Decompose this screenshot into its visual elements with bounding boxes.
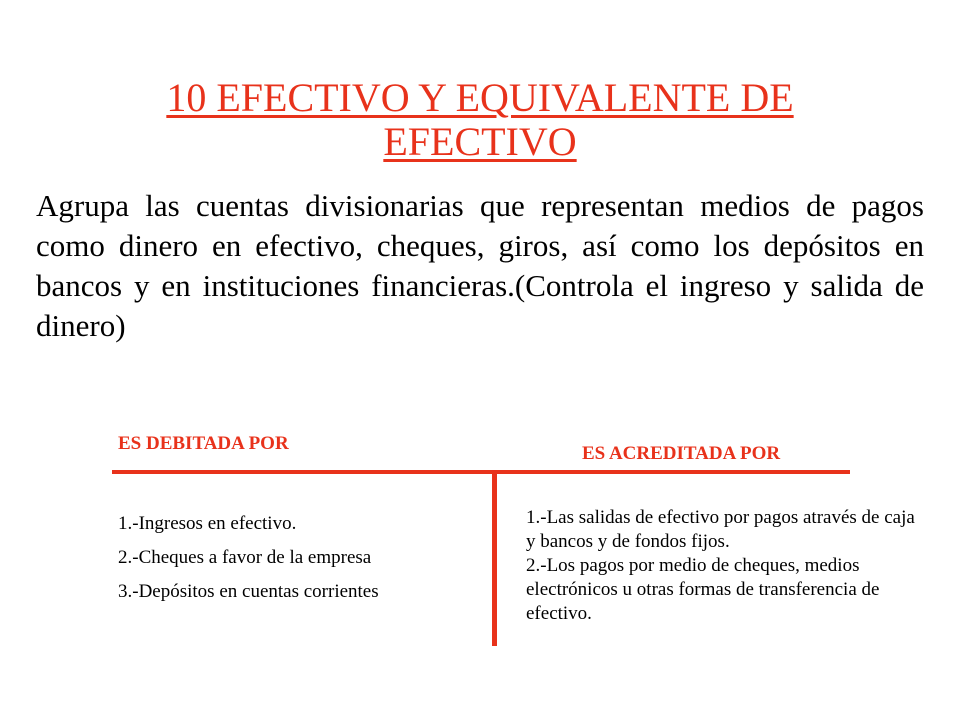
title-line-2: EFECTIVO [383, 119, 577, 164]
t-account-vertical-line [492, 472, 497, 646]
debit-label: ES DEBITADA POR [118, 433, 289, 454]
credit-item: 2.-Los pagos por medio de cheques, medios electrónicos u otras formas de transferencia de efectivo. [526, 555, 880, 624]
debit-item: 2.-Cheques a favor de la empresa [118, 547, 372, 568]
credit-item: 1.-Las salidas de efectivo por pagos através de caja y bancos y de fondos fijos. [526, 507, 915, 552]
debit-list [118, 512, 418, 614]
account-description: Agrupa las cuentas divisionarias que representan medios de pagos como dinero en efectivo, cheques, giros, así como los depósitos en bancos y en instituciones financieras.(Controla el ingreso y salida de dinero) [36, 188, 924, 343]
page-title [0, 76, 960, 164]
t-account-horizontal-line [112, 470, 850, 474]
title-line-1: 10 EFECTIVO Y EQUIVALENTE DE [166, 75, 794, 120]
debit-item: 3.-Depósitos en cuentas corrientes [118, 581, 379, 602]
credit-label: ES ACREDITADA POR [582, 443, 781, 464]
credit-list [526, 506, 926, 626]
debit-item: 1.-Ingresos en efectivo. [118, 513, 297, 534]
